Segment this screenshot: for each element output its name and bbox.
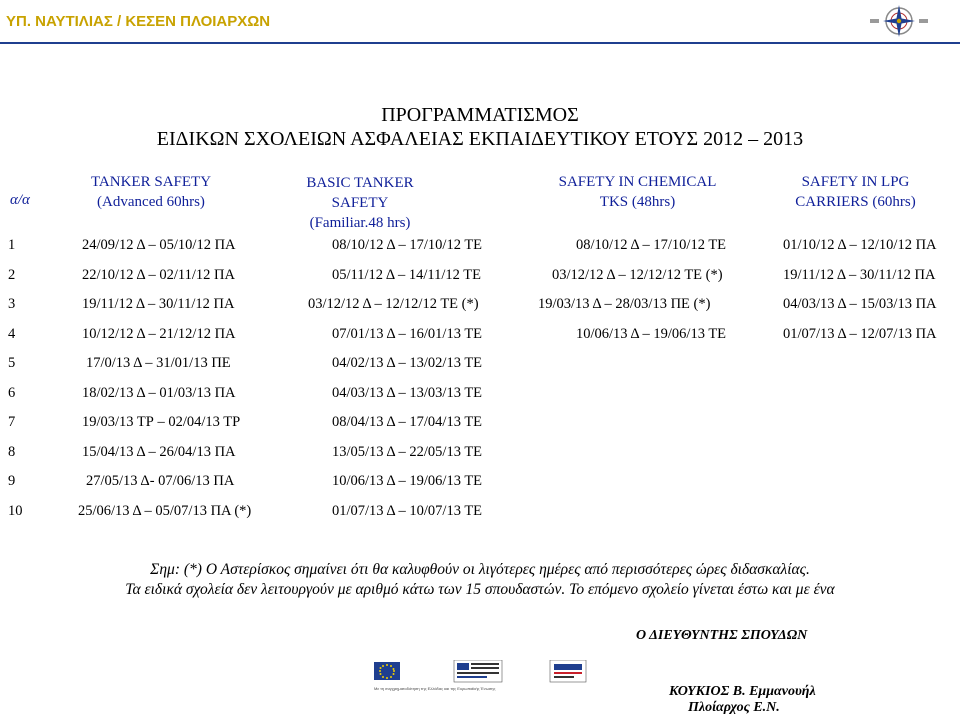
cell-chemical: 19/03/13 Δ – 28/03/13 ΠΕ (*) — [538, 296, 711, 313]
signatory-rank: Πλοίαρχος Ε.Ν. — [688, 700, 780, 715]
col-header-lpg-text: SAFETY IN LPG CARRIERS (60hrs) — [795, 174, 916, 210]
cell-chemical — [518, 497, 761, 527]
funding-caption: Με τη συγχρηματοδότηση της Ελλάδας και της Ευρωπαϊκής Ένωσης — [374, 686, 496, 691]
cell-tanker-safety: 18/02/13 Δ – 01/03/13 ΠΑ — [82, 384, 236, 401]
cell-lpg: 19/11/12 Δ – 30/11/12 ΠΑ — [783, 266, 936, 283]
cell-basic-tanker: 08/04/13 Δ – 17/04/13 ΤΕ — [332, 414, 483, 431]
signatory-name: ΚΟΥΚΙΟΣ Β. Εμμανουήλ — [669, 684, 816, 699]
page-subtitle: ΕΙΔΙΚΩΝ ΣΧΟΛΕΙΩΝ ΑΣΦΑΛΕΙΑΣ ΕΚΠΑΙΔΕΥΤΙΚΟΥ ΕΤΟΥΣ 2012 – 2013 — [156, 128, 804, 150]
cell-basic-tanker: 03/12/12 Δ – 12/12/12 ΤΕ (*) — [308, 296, 479, 313]
table-row — [4, 231, 956, 261]
cell-lpg: 01/07/13 Δ – 12/07/13 ΠΑ — [783, 325, 937, 342]
cell-number: 9 — [8, 473, 16, 490]
cell-lpg: 01/10/12 Δ – 12/10/12 ΠΑ — [783, 237, 937, 254]
note-minimum-students: Τα ειδικά σχολεία δεν λειτουργούν με αριθμό κάτω των 15 σπουδαστών. Το επόμενο σχολείο γίνεται έστω και με ένα — [125, 581, 835, 598]
table-row — [4, 467, 956, 497]
cell-lpg: 04/03/13 Δ – 15/03/13 ΠΑ — [783, 296, 937, 313]
cell-tanker-safety: 24/09/12 Δ – 05/10/12 ΠΑ — [82, 237, 236, 254]
note-asterisk: Σημ: (*) Ο Αστερίσκος σημαίνει ότι θα καλυφθούν οι λιγότερες ημέρες από περισσότερες ώρες διδασκαλίας. — [150, 561, 810, 578]
cell-chemical: 08/10/12 Δ – 17/10/12 ΤΕ — [576, 237, 727, 254]
cell-tanker-safety: 19/11/12 Δ – 30/11/12 ΠΑ — [82, 296, 235, 313]
cell-number: 7 — [8, 414, 16, 431]
cell-chemical — [518, 438, 761, 468]
cell-basic-tanker: 13/05/13 Δ – 22/05/13 ΤΕ — [332, 443, 483, 460]
cell-lpg — [761, 438, 956, 468]
cell-tanker-safety: 15/04/13 Δ – 26/04/13 ΠΑ — [82, 443, 236, 460]
cell-lpg — [761, 349, 956, 379]
table-header-row — [4, 169, 956, 231]
header-title: ΥΠ. ΝΑΥΤΙΛΙΑΣ / ΚΕΣΕΝ ΠΛΟΙΑΡΧΩΝ — [6, 13, 271, 30]
col-header-basic-tanker — [278, 169, 518, 231]
cell-basic-tanker: 08/10/12 Δ – 17/10/12 ΤΕ — [332, 237, 483, 254]
cell-chemical: 10/06/13 Δ – 19/06/13 ΤΕ — [576, 325, 727, 342]
cell-chemical — [518, 379, 761, 409]
cell-lpg — [761, 379, 956, 409]
cell-tanker-safety: 27/05/13 Δ- 07/06/13 ΠΑ — [86, 473, 235, 490]
cell-tanker-safety: 19/03/13 ΤΡ – 02/04/13 ΤΡ — [82, 414, 241, 431]
espa-logo-icon — [550, 660, 586, 682]
cell-lpg — [761, 408, 956, 438]
table-row — [4, 497, 956, 527]
cell-number: 10 — [8, 502, 23, 519]
col-header-tanker-safety-text: TANKER SAFETY (Advanced 60hrs) — [90, 174, 212, 210]
cell-number: 1 — [8, 237, 16, 254]
cell-basic-tanker: 07/01/13 Δ – 16/01/13 ΤΕ — [332, 325, 483, 342]
cell-tanker-safety: 10/12/12 Δ – 21/12/12 ΠΑ — [82, 325, 236, 342]
director-label: Ο ΔΙΕΥΘΥΝΤΗΣ ΣΠΟΥΔΩΝ — [636, 628, 808, 643]
cell-number: 5 — [8, 355, 16, 372]
table-row — [4, 261, 956, 291]
col-header-number: α/α — [10, 192, 30, 208]
col-header-chemical-text: SAFETY IN CHEMICAL TKS (48hrs) — [558, 174, 717, 210]
table-row — [4, 349, 956, 379]
compass-emblem-icon — [868, 2, 930, 40]
cell-number: 3 — [8, 296, 16, 313]
page-title: ΠΡΟΓΡΑΜΜΑΤΙΣΜΟΣ — [381, 104, 579, 126]
document-header — [0, 0, 960, 44]
cell-basic-tanker: 01/07/13 Δ – 10/07/13 ΤΕ — [332, 502, 483, 519]
cell-lpg — [761, 467, 956, 497]
cell-number: 8 — [8, 443, 16, 460]
table-row — [4, 320, 956, 350]
cell-number: 2 — [8, 266, 16, 283]
cell-chemical — [518, 408, 761, 438]
col-header-chemical — [518, 169, 761, 231]
cell-chemical — [518, 467, 761, 497]
header-rule — [0, 42, 960, 44]
cell-tanker-safety: 17/0/13 Δ – 31/01/13 ΠΕ — [86, 355, 231, 372]
cell-chemical — [518, 349, 761, 379]
cell-basic-tanker: 05/11/12 Δ – 14/11/12 ΤΕ — [332, 266, 481, 283]
cell-number: 4 — [8, 325, 16, 342]
table-row — [4, 408, 956, 438]
schedule-table — [4, 169, 956, 526]
cell-basic-tanker: 04/03/13 Δ – 13/03/13 ΤΕ — [332, 384, 483, 401]
cell-basic-tanker: 10/06/13 Δ – 19/06/13 ΤΕ — [332, 473, 483, 490]
program-logo-icon — [454, 660, 502, 682]
col-header-basic-tanker-text: BASIC TANKER SAFETY (Familiar.48 hrs) — [306, 175, 414, 231]
cell-tanker-safety: 22/10/12 Δ – 02/11/12 ΠΑ — [82, 266, 235, 283]
cell-number: 6 — [8, 384, 16, 401]
table-row — [4, 290, 956, 320]
cell-basic-tanker: 04/02/13 Δ – 13/02/13 ΤΕ — [332, 355, 483, 372]
col-header-lpg — [761, 169, 956, 231]
cell-lpg — [761, 497, 956, 527]
table-row — [4, 438, 956, 468]
eu-flag-icon — [374, 662, 400, 680]
cell-chemical: 03/12/12 Δ – 12/12/12 ΤΕ (*) — [552, 266, 723, 283]
cell-tanker-safety: 25/06/13 Δ – 05/07/13 ΠΑ (*) — [78, 502, 252, 519]
table-row — [4, 379, 956, 409]
